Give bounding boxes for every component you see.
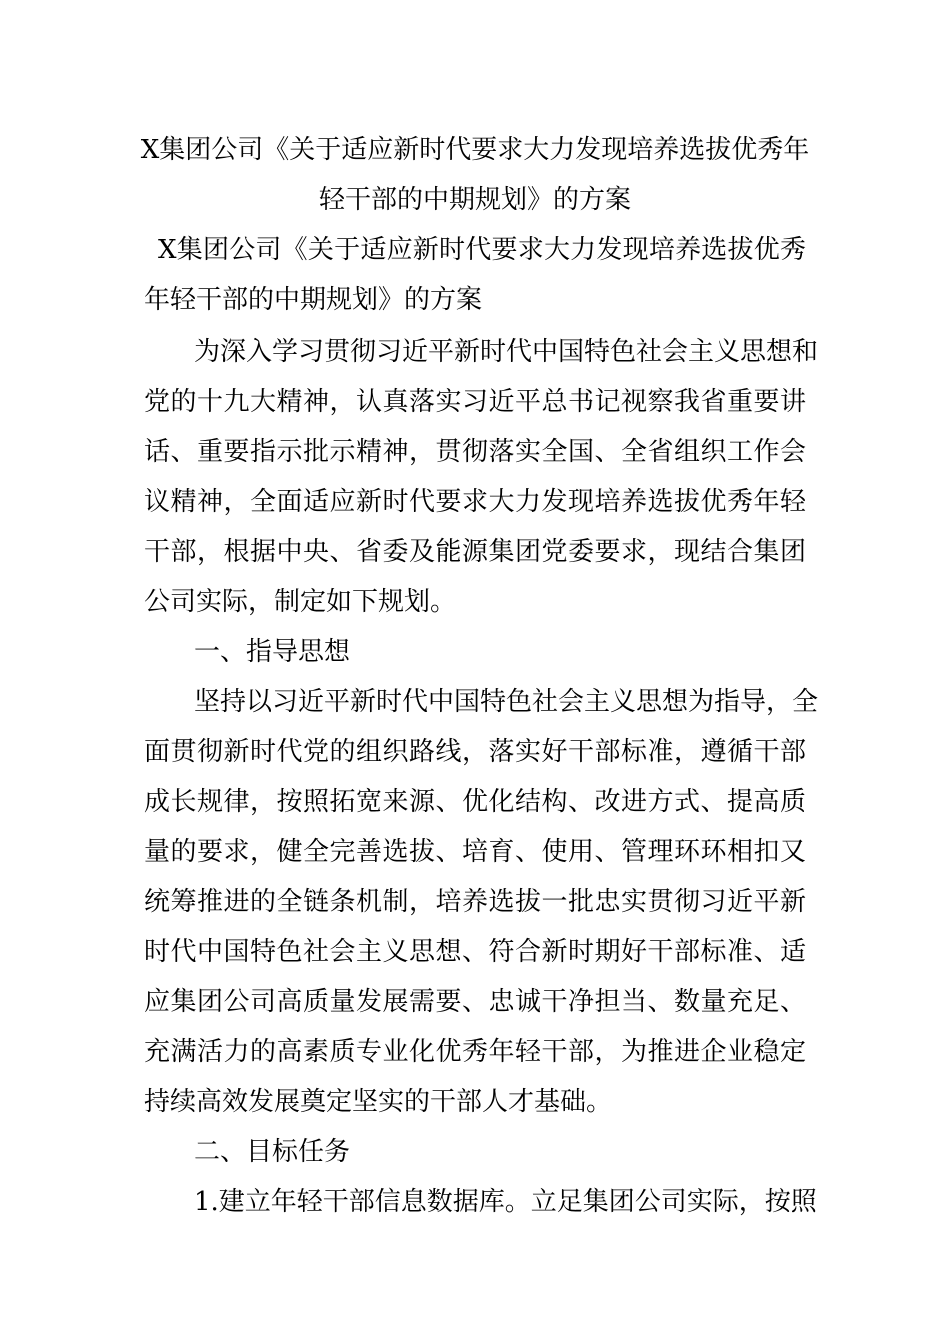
section2-item-1-line: 1.建立年轻干部信息数据库。立足集团公司实际，按照: [194, 1187, 817, 1217]
section1-line: 时代中国特色社会主义思想、符合新时期好干部标准、适: [144, 937, 806, 967]
document-title-line-2: 轻干部的中期规划》的方案: [318, 185, 631, 215]
intro-line: 为深入学习贯彻习近平新时代中国特色社会主义思想和: [194, 337, 819, 367]
section-heading-goals-tasks: 二、目标任务: [194, 1137, 351, 1167]
section1-line: 充满活力的高素质专业化优秀年轻干部，为推进企业稳定: [144, 1037, 806, 1067]
intro-line: 干部，根据中央、省委及能源集团党委要求，现结合集团: [144, 537, 806, 567]
document-title-line-1: X集团公司《关于适应新时代要求大力发现培养选拔优秀年: [140, 135, 810, 165]
section1-line: 坚持以习近平新时代中国特色社会主义思想为指导，全: [194, 687, 819, 717]
intro-line: 党的十九大精神，认真落实习近平总书记视察我省重要讲: [144, 387, 806, 417]
subtitle-line-2: 年轻干部的中期规划》的方案: [144, 285, 483, 315]
section1-line: 应集团公司高质量发展需要、忠诚干净担当、数量充足、: [144, 987, 806, 1017]
intro-line: 公司实际，制定如下规划。: [144, 587, 457, 617]
intro-line: 议精神，全面适应新时代要求大力发现培养选拔优秀年轻: [144, 487, 806, 517]
section-heading-guiding-ideology: 一、指导思想: [194, 637, 351, 667]
section1-line: 量的要求，健全完善选拔、培育、使用、管理环环相扣又: [144, 837, 806, 867]
section1-line: 面贯彻新时代党的组织路线，落实好干部标准，遵循干部: [144, 737, 806, 767]
subtitle-line-1: X集团公司《关于适应新时代要求大力发现培养选拔优秀: [158, 235, 806, 265]
intro-line: 话、重要指示批示精神，贯彻落实全国、全省组织工作会: [144, 437, 806, 467]
section1-line: 持续高效发展奠定坚实的干部人才基础。: [144, 1087, 613, 1117]
section1-line: 统筹推进的全链条机制，培养选拔一批忠实贯彻习近平新: [144, 887, 806, 917]
section1-line: 成长规律，按照拓宽来源、优化结构、改进方式、提高质: [144, 787, 806, 817]
